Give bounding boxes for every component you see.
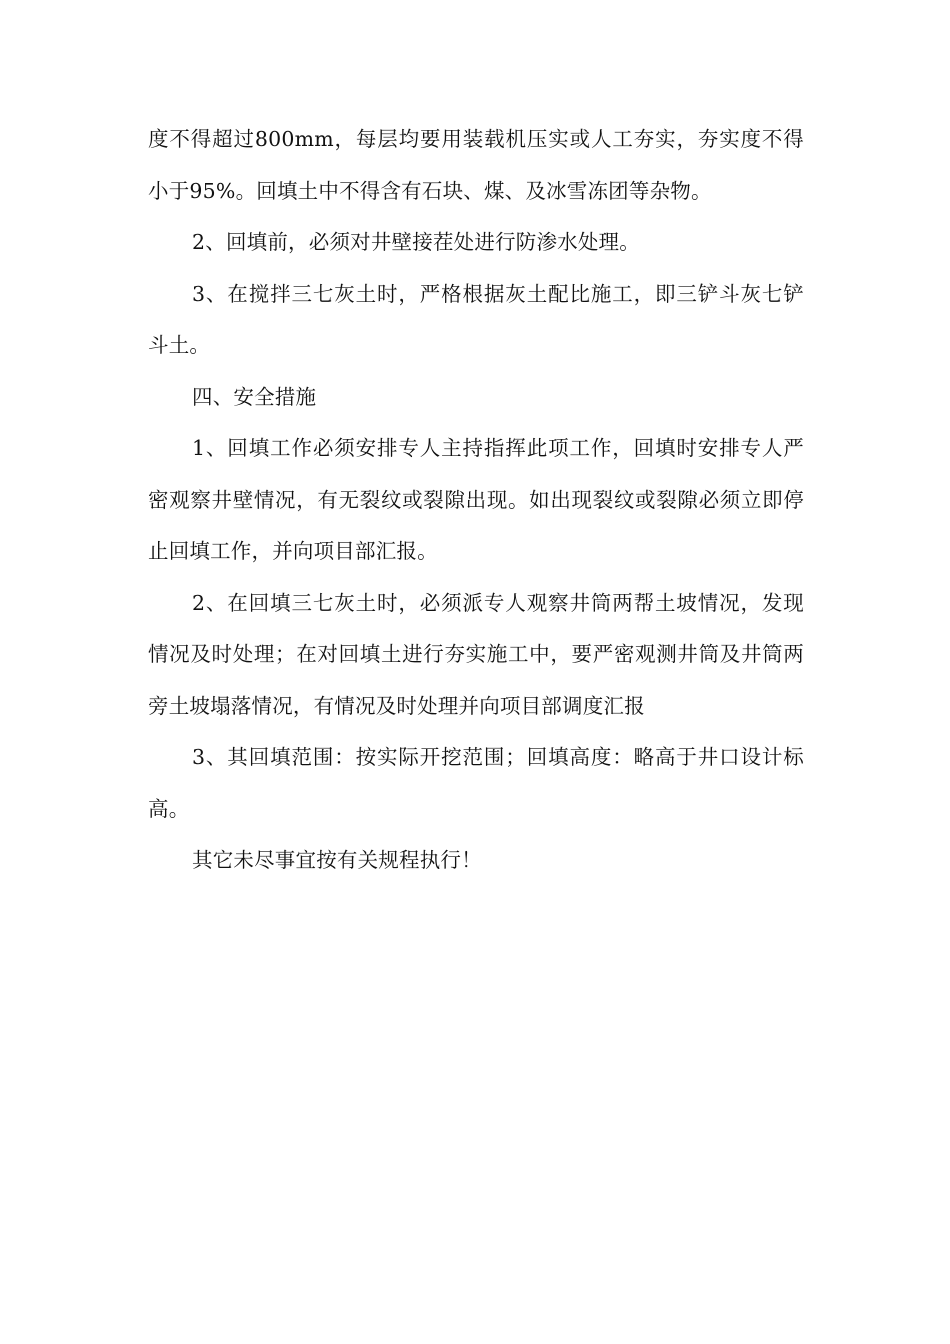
paragraph-safety-3: 3、其回填范围：按实际开挖范围；回填高度：略高于井口设计标高。 — [148, 745, 804, 821]
paragraph-closing: 其它未尽事宜按有关规程执行！ — [192, 848, 482, 872]
section-heading-safety: 四、安全措施 — [192, 384, 317, 409]
paragraph-continuation: 度不得超过800mm，每层均要用装载机压实或人工夯实，夯实度不得小于95%。回填土中不得含有石块、煤、及冰雪冻团等杂物。 — [148, 127, 804, 203]
paragraph-safety-2: 2、在回填三七灰土时，必须派专人观察井筒两帮土坡情况，发现情况及时处理；在对回填土进行夯实施工中，要严密观测井筒及井筒两旁土坡塌落情况，有情况及时处理并向项目部调度汇报 — [148, 590, 804, 718]
paragraph-item-2: 2、回填前，必须对井壁接茬处进行防渗水处理。 — [192, 230, 640, 254]
paragraph-item-3: 3、在搅拌三七灰土时，严格根据灰土配比施工，即三铲斗灰七铲斗土。 — [148, 281, 804, 357]
document-body — [148, 114, 804, 887]
paragraph-safety-1: 1、回填工作必须安排专人主持指挥此项工作，回填时安排专人严密观察井壁情况，有无裂纹或裂隙出现。如出现裂纹或裂隙必须立即停止回填工作，并向项目部汇报。 — [148, 436, 804, 563]
